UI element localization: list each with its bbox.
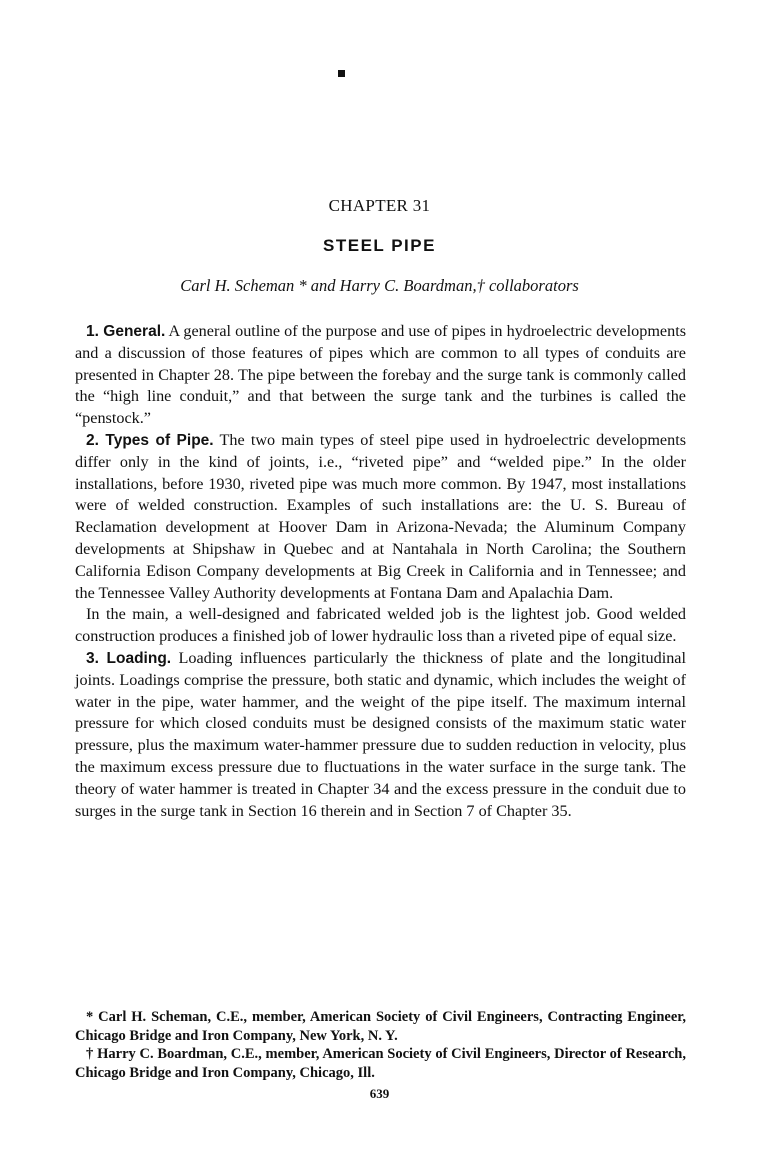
page-marker (338, 70, 345, 77)
section-heading: 2. Types of Pipe. (86, 431, 214, 449)
page-number: 639 (369, 1086, 390, 1101)
paragraph-text: In the main, a well-designed and fabricated welded job is the lightest job. Good welded construction produces a finished job of lower hydraulic loss than a riveted pipe of equal size. (75, 605, 686, 646)
section-heading: 3. Loading. (86, 649, 172, 667)
section-heading: 1. General. (86, 323, 166, 340)
paragraph-loading (75, 648, 686, 822)
body-text (75, 321, 686, 822)
paragraph-types-of-pipe (75, 430, 686, 604)
footnote-boardman: † Harry C. Boardman, C.E., member, American Society of Civil Engineers, Director of Research, Chicago Bridge and Iron Company, Chicago, Ill. (75, 1046, 686, 1081)
footnote-scheman: * Carl H. Scheman, C.E., member, American Society of Civil Engineers, Contracting Engineer, Chicago Bridge and Iron Company, New York, N. Y. (75, 1009, 686, 1044)
paragraph-text: A general outline of the purpose and use of pipes in hydroelectric developments and a discussion of those features of pipes which are common to all types of conduits are presented in Chapter 28. The pipe between the forebay and the surge tank is commonly called the “high line conduit,” and that between the surge tank and the turbines is called the “penstock.” (75, 322, 686, 428)
chapter-heading: CHAPTER 31 (328, 196, 431, 215)
paragraph-text: The two main types of steel pipe used in hydroelectric developments differ only in the kind of joints, i.e., “riveted pipe” and “welded pipe.” In the older installations, before 1930, riveted pipe was much more common. By 1947, most installations were of welded construction. Examples of such installations are: the U. S. Bureau of Reclamation development at Hoover Dam in Arizona-Nevada; the Aluminum Company developments at Shipshaw in Quebec and at Nantahala in North Carolina; the Southern California Edison Company developments at Big Creek in California and in Tennessee; and the Tennessee Valley Authority developments at Fontana Dam and Apalachia Dam. (75, 430, 686, 602)
paragraph-welded-job (75, 604, 686, 648)
chapter-title: STEEL PIPE (323, 236, 436, 255)
collaborators-line: Carl H. Scheman * and Harry C. Boardman,† collaborators (180, 276, 579, 295)
footnotes (75, 1008, 686, 1082)
paragraph-general (75, 321, 686, 430)
paragraph-text: Loading influences particularly the thickness of plate and the longitudinal joints. Loadings comprise the pressure, both static and dynamic, which includes the weight of water in the pipe, water hammer, and the weight of the pipe itself. The maximum internal pressure for which closed conduits must be designed consists of the maximum static water pressure, plus the maximum water-hammer pressure due to sudden reduction in velocity, plus the maximum excess pressure due to fluctuations in the water surface in the surge tank. The theory of water hammer is treated in Chapter 34 and the excess pressure in the conduit due to surges in the surge tank in Section 16 therein and in Section 7 of Chapter 35. (75, 648, 686, 820)
